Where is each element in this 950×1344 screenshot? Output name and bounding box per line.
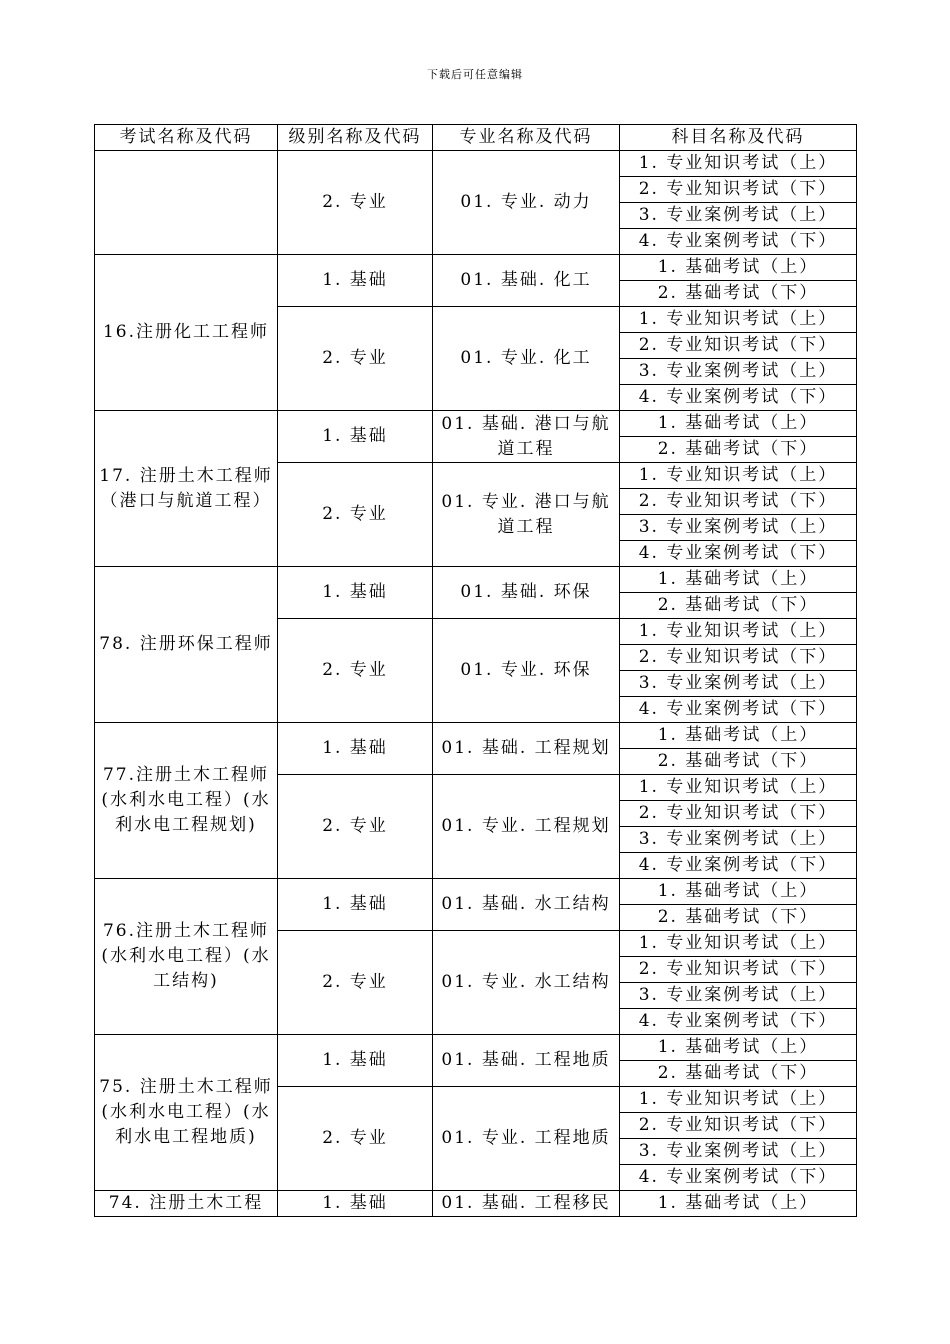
exam-name-cell: 76.注册土木工程师(水利水电工程）(水工结构) [95,879,278,1035]
table-row [95,723,857,749]
subject-cell: 3. 专业案例考试（上） [620,983,857,1009]
table-row [95,567,857,593]
subject-cell: 3. 专业案例考试（上） [620,671,857,697]
major-cell: 01. 基础. 化工 [433,255,620,307]
exam-name-cell: 75. 注册土木工程师(水利水电工程）(水利水电工程地质) [95,1035,278,1191]
subject-cell: 2. 基础考试（下） [620,905,857,931]
major-cell: 01. 基础. 工程地质 [433,1035,620,1087]
table-row [95,879,857,905]
level-cell: 1. 基础 [278,1191,433,1217]
major-cell: 01. 专业. 港口与航道工程 [433,463,620,567]
subject-cell: 3. 专业案例考试（上） [620,359,857,385]
subject-cell: 1. 基础考试（上） [620,879,857,905]
level-cell: 2. 专业 [278,775,433,879]
level-cell: 1. 基础 [278,723,433,775]
subject-cell: 1. 基础考试（上） [620,567,857,593]
subject-cell: 2. 专业知识考试（下） [620,1113,857,1139]
subject-cell: 1. 专业知识考试（上） [620,775,857,801]
major-cell: 01. 基础. 水工结构 [433,879,620,931]
level-cell: 1. 基础 [278,879,433,931]
table-row [95,411,857,437]
subject-cell: 4. 专业案例考试（下） [620,229,857,255]
subject-cell: 1. 基础考试（上） [620,723,857,749]
major-cell: 01. 基础. 环保 [433,567,620,619]
exam-name-cell: 77.注册土木工程师(水利水电工程）(水利水电工程规划) [95,723,278,879]
subject-cell: 1. 专业知识考试（上） [620,1087,857,1113]
subject-cell: 4. 专业案例考试（下） [620,697,857,723]
subject-cell: 3. 专业案例考试（上） [620,827,857,853]
subject-cell: 1. 专业知识考试（上） [620,151,857,177]
subject-cell: 2. 专业知识考试（下） [620,957,857,983]
subject-cell: 1. 基础考试（上） [620,1191,857,1217]
subject-cell: 2. 基础考试（下） [620,749,857,775]
subject-cell: 2. 基础考试（下） [620,1061,857,1087]
subject-cell: 2. 基础考试（下） [620,593,857,619]
level-cell: 2. 专业 [278,1087,433,1191]
major-cell: 01. 基础. 港口与航道工程 [433,411,620,463]
subject-cell: 4. 专业案例考试（下） [620,385,857,411]
column-header-subject: 科目名称及代码 [620,125,857,151]
level-cell: 1. 基础 [278,567,433,619]
subject-cell: 1. 专业知识考试（上） [620,619,857,645]
subject-cell: 2. 专业知识考试（下） [620,333,857,359]
subject-cell: 2. 专业知识考试（下） [620,801,857,827]
subject-cell: 3. 专业案例考试（上） [620,515,857,541]
header-note: 下载后可任意编辑 [427,68,523,81]
major-cell: 01. 专业. 工程地质 [433,1087,620,1191]
subject-cell: 2. 专业知识考试（下） [620,177,857,203]
subject-cell: 4. 专业案例考试（下） [620,853,857,879]
subject-cell: 2. 基础考试（下） [620,281,857,307]
exam-name-cell: 74. 注册土木工程 [95,1191,278,1217]
column-header-level: 级别名称及代码 [278,125,433,151]
table-body [95,151,857,1217]
subject-cell: 4. 专业案例考试（下） [620,1165,857,1191]
major-cell: 01. 基础. 工程移民 [433,1191,620,1217]
exam-name-cell [95,151,278,255]
major-cell: 01. 专业. 水工结构 [433,931,620,1035]
table-row [95,1035,857,1061]
table-row [95,151,857,177]
level-cell: 1. 基础 [278,411,433,463]
major-cell: 01. 专业. 动力 [433,151,620,255]
subject-cell: 4. 专业案例考试（下） [620,1009,857,1035]
subject-cell: 3. 专业案例考试（上） [620,203,857,229]
exam-name-cell: 78. 注册环保工程师 [95,567,278,723]
table-row [95,255,857,281]
major-cell: 01. 专业. 化工 [433,307,620,411]
level-cell: 2. 专业 [278,151,433,255]
subject-cell: 1. 专业知识考试（上） [620,307,857,333]
subject-cell: 1. 专业知识考试（上） [620,463,857,489]
level-cell: 1. 基础 [278,255,433,307]
table-row [95,1191,857,1217]
level-cell: 2. 专业 [278,307,433,411]
subject-cell: 2. 专业知识考试（下） [620,645,857,671]
level-cell: 2. 专业 [278,463,433,567]
column-header-exam: 考试名称及代码 [95,125,278,151]
column-header-major: 专业名称及代码 [433,125,620,151]
table-header-row [95,125,857,151]
subject-cell: 1. 基础考试（上） [620,1035,857,1061]
level-cell: 1. 基础 [278,1035,433,1087]
major-cell: 01. 专业. 工程规划 [433,775,620,879]
subject-cell: 1. 基础考试（上） [620,411,857,437]
level-cell: 2. 专业 [278,931,433,1035]
subject-cell: 4. 专业案例考试（下） [620,541,857,567]
subject-cell: 2. 专业知识考试（下） [620,489,857,515]
exam-name-cell: 17. 注册土木工程师（港口与航道工程） [95,411,278,567]
exam-name-cell: 16.注册化工工程师 [95,255,278,411]
exam-table [94,124,857,1217]
subject-cell: 1. 基础考试（上） [620,255,857,281]
subject-cell: 1. 专业知识考试（上） [620,931,857,957]
subject-cell: 2. 基础考试（下） [620,437,857,463]
major-cell: 01. 基础. 工程规划 [433,723,620,775]
level-cell: 2. 专业 [278,619,433,723]
major-cell: 01. 专业. 环保 [433,619,620,723]
subject-cell: 3. 专业案例考试（上） [620,1139,857,1165]
